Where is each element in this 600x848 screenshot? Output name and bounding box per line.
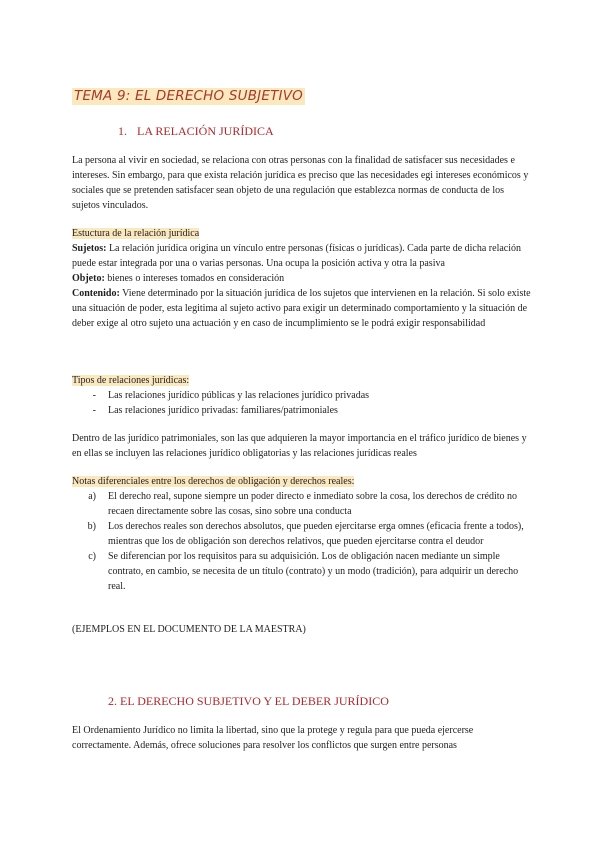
patrimoniales-paragraph: Dentro de las jurídico patrimoniales, son las que adquieren la mayor importancia en el tráfico jurídico de bienes y en ellas se incluyen las relaciones jurídico obligatorias y las relaciones jurídicas reales xyxy=(72,433,527,459)
notas-block xyxy=(72,474,532,594)
list-item-text: Las relaciones jurídico públicas y las relaciones jurídico privadas xyxy=(108,390,370,401)
contenido-label: Contenido: xyxy=(72,288,120,299)
section-2-heading: 2. EL DERECHO SUBJETIVO Y EL DEBER JURÍDICO xyxy=(108,694,389,708)
list-item-text: El derecho real, supone siempre un poder directo e inmediato sobre la cosa, los derechos de crédito no recaen directamente sobre las cosas, sino sobre una conducta xyxy=(108,491,518,517)
list-item xyxy=(72,549,532,594)
objeto-text: bienes o intereses tomados en consideración xyxy=(104,273,285,284)
objeto-label: Objeto: xyxy=(72,273,105,284)
list-item xyxy=(72,388,532,403)
estructura-heading: Estuctura de la relación jurídica xyxy=(72,228,200,239)
list-item-text: Se diferencian por los requisitos para su adquisición. Los de obligación nacen mediante un simple contrato, en cambio, se necesita de un título (contrato) y un modo (tradición), para adquirir un derecho real. xyxy=(108,551,519,592)
notas-heading: Notas diferenciales entre los derechos de obligación y derechos reales: xyxy=(72,476,355,487)
estructura-block xyxy=(72,226,532,331)
list-item xyxy=(72,403,532,418)
list-marker: b) xyxy=(87,521,96,532)
sujetos-label: Sujetos: xyxy=(72,243,107,254)
list-marker: c) xyxy=(88,551,96,562)
sujetos-line xyxy=(72,241,532,271)
list-item-text: Las relaciones jurídico privadas: familiares/patrimoniales xyxy=(108,405,338,416)
contenido-text: Viene determinado por la situación jurídica de los sujetos que intervienen en la relación. Si solo existe una situación de poder, esta legitima al sujeto activo para exigir un determinado comportamiento y la situación de deber exige al otro sujeto una actuación y en caso de incumplimiento se le podrá exigir responsabilidad xyxy=(72,288,531,329)
ejemplos-note: (EJEMPLOS EN EL DOCUMENTO DE LA MAESTRA) xyxy=(72,624,306,635)
list-item xyxy=(72,519,532,549)
list-item xyxy=(72,489,532,519)
page-title: TEMA 9: EL DERECHO SUBJETIVO xyxy=(74,88,303,104)
contenido-line xyxy=(72,286,532,331)
section-1-number: 1. xyxy=(118,124,127,138)
list-item-text: Los derechos reales son derechos absolutos, que pueden ejercitarse erga omnes (eficacia frente a todos), mientras que los de obligación son derechos relativos, que pueden ejercitarse contra el deudor xyxy=(108,521,524,547)
tipos-heading: Tipos de relaciones jurídicas: xyxy=(72,375,190,386)
list-marker: - xyxy=(92,390,96,401)
intro-paragraph: La persona al vivir en sociedad, se relaciona con otras personas con la finalidad de satisfacer sus necesidades e intereses. Sin embargo, para que exista relación jurídica es preciso que las necesidades egi intereses económicos y sociales que se pretenden satisfacer sean objeto de una regulación que establezca normas de conducta de los sujetos vinculados. xyxy=(72,155,529,211)
outro-paragraph: El Ordenamiento Jurídico no limita la libertad, sino que la protege y regula para que pueda ejercerse correctamente. Además, ofrece soluciones para resolver los conflictos que surgen entre personas xyxy=(72,725,474,751)
list-marker: a) xyxy=(88,491,96,502)
sujetos-text: La relación jurídica origina un vínculo entre personas (físicas o jurídicas). Cada parte de dicha relación puede estar integrada por una o varias personas. Una ocupa la posición activa y otra la pasiva xyxy=(72,243,522,269)
objeto-line xyxy=(72,271,532,286)
tipos-block xyxy=(72,373,532,418)
list-marker: - xyxy=(92,405,96,416)
section-1-heading: LA RELACIÓN JURÍDICA xyxy=(137,124,274,138)
